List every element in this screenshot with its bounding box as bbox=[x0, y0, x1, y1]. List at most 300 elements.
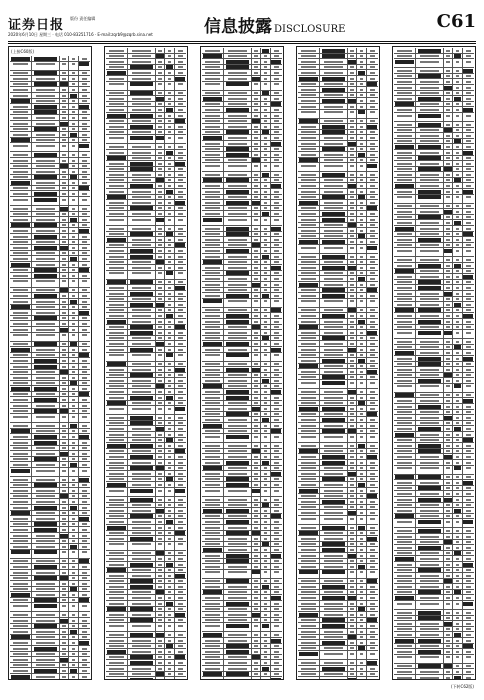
table-cell bbox=[357, 308, 367, 313]
cell-text-line bbox=[350, 191, 353, 193]
table-cell bbox=[32, 279, 59, 287]
cell-text-line bbox=[370, 512, 375, 514]
cell-text-line bbox=[360, 256, 363, 258]
table-cell bbox=[10, 99, 32, 104]
cell-text-line bbox=[324, 179, 342, 181]
table-cell bbox=[165, 226, 175, 231]
cell-text-line bbox=[254, 391, 257, 393]
table-cell bbox=[156, 378, 166, 383]
table-cell bbox=[252, 508, 262, 513]
cell-text-line bbox=[205, 462, 220, 464]
cell-text-line bbox=[13, 275, 28, 277]
cell-text-line bbox=[252, 368, 260, 372]
cell-text-line bbox=[82, 430, 87, 432]
cell-text-line bbox=[301, 619, 316, 621]
cell-text-line bbox=[109, 244, 124, 246]
cell-text-line bbox=[274, 614, 279, 616]
cell-text-line bbox=[254, 673, 257, 675]
table-cell bbox=[348, 271, 358, 276]
cell-text-line bbox=[79, 144, 89, 148]
table-cell bbox=[175, 206, 186, 211]
cell-text-line bbox=[178, 603, 183, 605]
cell-text-line bbox=[205, 515, 220, 517]
table-cell bbox=[348, 488, 358, 493]
table-cell bbox=[224, 54, 251, 59]
cell-text-line bbox=[264, 143, 267, 145]
cell-text-line bbox=[205, 354, 220, 356]
table-cell bbox=[252, 514, 262, 519]
table-row bbox=[202, 217, 282, 226]
cell-text-line bbox=[109, 83, 124, 85]
cell-text-line bbox=[322, 195, 345, 199]
cell-text-line bbox=[109, 467, 124, 469]
table-cell bbox=[224, 672, 251, 677]
cell-text-line bbox=[274, 625, 279, 627]
table-cell bbox=[79, 299, 90, 304]
table-cell bbox=[156, 556, 166, 561]
table-cell bbox=[298, 531, 320, 536]
table-cell bbox=[202, 595, 224, 600]
table-cell bbox=[252, 542, 262, 547]
cell-text-line bbox=[36, 393, 54, 395]
table-cell bbox=[271, 308, 282, 313]
cell-text-line bbox=[36, 501, 54, 503]
cell-text-line bbox=[109, 662, 124, 664]
table-cell bbox=[10, 56, 32, 61]
table-cell bbox=[32, 268, 59, 273]
table-cell bbox=[32, 251, 59, 256]
cell-text-line bbox=[72, 399, 75, 401]
table-cell bbox=[224, 206, 251, 211]
cell-text-line bbox=[274, 532, 279, 534]
cell-text-line bbox=[350, 354, 353, 356]
cell-text-line bbox=[109, 354, 124, 356]
table-cell bbox=[271, 217, 282, 225]
cell-text-line bbox=[178, 250, 183, 252]
table-cell bbox=[224, 336, 251, 341]
cell-text-line bbox=[360, 467, 363, 469]
table-cell bbox=[252, 434, 262, 442]
table-cell bbox=[165, 167, 175, 172]
cell-text-line bbox=[264, 244, 267, 246]
table-cell bbox=[60, 293, 70, 298]
cell-text-line bbox=[79, 392, 89, 396]
cell-text-line bbox=[158, 83, 161, 85]
table-cell bbox=[165, 573, 175, 578]
table-cell bbox=[357, 347, 367, 352]
table-cell bbox=[367, 510, 378, 515]
cell-text-line bbox=[264, 326, 267, 328]
table-cell bbox=[156, 54, 166, 59]
cell-text-line bbox=[82, 470, 87, 472]
table-cell bbox=[156, 260, 166, 265]
cell-text-line bbox=[271, 429, 281, 433]
table-cell bbox=[156, 477, 166, 482]
table-cell bbox=[202, 559, 224, 564]
cell-text-line bbox=[72, 540, 75, 542]
table-cell bbox=[298, 93, 320, 98]
cell-text-line bbox=[301, 50, 316, 52]
table-cell bbox=[202, 200, 224, 205]
cell-text-line bbox=[60, 122, 68, 126]
table-cell bbox=[128, 260, 155, 265]
cell-text-line bbox=[158, 157, 161, 159]
cell-text-line bbox=[70, 463, 78, 467]
table-cell bbox=[10, 132, 32, 137]
table-cell bbox=[453, 68, 463, 73]
table-cell bbox=[298, 119, 320, 124]
table-cell bbox=[106, 488, 128, 496]
table-cell bbox=[175, 124, 186, 129]
cell-text-line bbox=[350, 315, 353, 317]
cell-text-line bbox=[34, 223, 57, 227]
table-cell bbox=[394, 79, 416, 84]
table-cell bbox=[271, 618, 282, 623]
table-cell bbox=[367, 347, 378, 352]
cell-text-line bbox=[109, 61, 124, 63]
table-cell bbox=[32, 234, 59, 239]
cell-text-line bbox=[301, 555, 316, 557]
cell-text-line bbox=[262, 379, 270, 383]
cell-text-line bbox=[322, 266, 345, 270]
table-cell bbox=[357, 200, 367, 205]
table-cell bbox=[10, 273, 32, 278]
cell-text-line bbox=[168, 634, 171, 636]
table-cell bbox=[271, 96, 282, 101]
cell-text-line bbox=[322, 641, 345, 645]
table-cell bbox=[69, 516, 79, 521]
table-cell bbox=[357, 389, 367, 394]
cell-text-line bbox=[60, 576, 68, 580]
cell-text-line bbox=[178, 591, 183, 593]
table-cell bbox=[348, 389, 358, 394]
table-cell bbox=[32, 559, 59, 564]
cell-text-line bbox=[158, 152, 161, 154]
cell-text-line bbox=[82, 323, 87, 325]
table-cell bbox=[298, 640, 320, 645]
table-cell bbox=[10, 488, 32, 493]
table-cell bbox=[106, 178, 128, 183]
table-cell bbox=[69, 409, 79, 414]
table-cell bbox=[320, 308, 347, 313]
table-row bbox=[202, 434, 282, 443]
table-cell bbox=[320, 477, 347, 482]
table-cell bbox=[444, 74, 454, 79]
cell-text-line bbox=[70, 218, 78, 222]
cell-text-line bbox=[178, 668, 183, 670]
table-cell bbox=[348, 449, 358, 454]
cell-text-line bbox=[264, 450, 267, 452]
table-cell bbox=[10, 110, 32, 115]
table-cell bbox=[367, 130, 378, 135]
table-cell bbox=[271, 367, 282, 372]
table-cell bbox=[165, 660, 175, 665]
cell-text-line bbox=[82, 329, 87, 331]
cell-text-line bbox=[82, 425, 87, 427]
table-cell bbox=[271, 466, 282, 471]
table-cell bbox=[128, 519, 155, 524]
cell-text-line bbox=[168, 619, 171, 621]
cell-text-line bbox=[350, 174, 353, 176]
cell-text-line bbox=[132, 668, 150, 670]
cell-text-line bbox=[367, 661, 377, 665]
table-cell bbox=[357, 276, 367, 281]
table-cell bbox=[320, 406, 347, 411]
table-cell bbox=[357, 341, 367, 346]
table-cell bbox=[271, 584, 282, 589]
cell-text-line bbox=[205, 207, 220, 209]
table-cell bbox=[224, 497, 251, 502]
table-cell bbox=[416, 48, 443, 53]
cell-text-line bbox=[322, 77, 345, 81]
cell-text-line bbox=[178, 137, 183, 139]
table-cell bbox=[298, 245, 320, 253]
table-cell bbox=[357, 98, 367, 103]
table-cell bbox=[271, 434, 282, 442]
cell-text-line bbox=[36, 289, 54, 291]
table-cell bbox=[261, 595, 271, 600]
table-cell bbox=[69, 138, 79, 143]
cell-text-line bbox=[168, 120, 171, 122]
table-row bbox=[10, 603, 90, 612]
table-cell bbox=[165, 395, 175, 400]
table-cell bbox=[32, 451, 59, 456]
table-cell bbox=[69, 71, 79, 76]
cell-text-line bbox=[82, 572, 87, 574]
cell-text-line bbox=[168, 228, 171, 230]
cell-text-line bbox=[72, 111, 75, 113]
cell-text-line bbox=[324, 72, 342, 74]
cell-text-line bbox=[13, 583, 28, 585]
table-cell bbox=[10, 206, 32, 211]
table-cell bbox=[69, 186, 79, 191]
table-cell bbox=[261, 282, 271, 287]
table-cell bbox=[10, 127, 32, 132]
cell-text-line bbox=[158, 267, 161, 269]
cell-text-line bbox=[13, 560, 28, 562]
table-cell bbox=[224, 96, 251, 101]
cell-text-line bbox=[72, 58, 75, 60]
cell-text-line bbox=[178, 50, 183, 52]
table-cell bbox=[298, 542, 320, 547]
cell-text-line bbox=[62, 625, 65, 627]
cell-text-line bbox=[350, 235, 353, 237]
table-cell bbox=[69, 511, 79, 516]
table-cell bbox=[69, 143, 79, 151]
cell-text-line bbox=[301, 673, 316, 675]
cell-text-line bbox=[72, 182, 75, 184]
table-cell bbox=[69, 423, 79, 428]
table-cell bbox=[348, 82, 358, 87]
table-cell bbox=[202, 141, 224, 146]
table-cell bbox=[357, 677, 367, 680]
table-cell bbox=[261, 308, 271, 313]
cell-text-line bbox=[168, 385, 171, 387]
table-cell bbox=[69, 544, 79, 549]
cell-text-line bbox=[350, 131, 353, 133]
cell-text-line bbox=[70, 630, 78, 634]
table-cell bbox=[357, 172, 367, 177]
cell-text-line bbox=[36, 241, 54, 243]
cell-text-line bbox=[166, 314, 174, 318]
table-cell bbox=[69, 87, 79, 92]
table-cell bbox=[320, 369, 347, 374]
table-cell bbox=[261, 91, 271, 96]
table-cell bbox=[106, 460, 128, 465]
cell-text-line bbox=[109, 586, 124, 588]
table-cell bbox=[69, 386, 79, 391]
cell-text-line bbox=[13, 371, 28, 373]
table-cell bbox=[202, 553, 224, 558]
cell-text-line bbox=[324, 191, 342, 193]
table-cell bbox=[202, 623, 224, 631]
cell-text-line bbox=[264, 679, 267, 680]
table-cell bbox=[271, 347, 282, 352]
cell-text-line bbox=[350, 120, 353, 122]
table-cell bbox=[79, 483, 90, 488]
cell-text-line bbox=[62, 405, 65, 407]
table-cell bbox=[10, 245, 32, 250]
cell-text-line bbox=[168, 434, 171, 436]
table-row bbox=[10, 197, 90, 206]
table-cell bbox=[175, 384, 186, 389]
cell-text-line bbox=[178, 558, 183, 560]
table-cell bbox=[261, 232, 271, 237]
cell-text-line bbox=[324, 300, 342, 302]
table-cell bbox=[224, 76, 251, 81]
table-cell bbox=[106, 384, 128, 389]
cell-text-line bbox=[79, 559, 89, 563]
cell-text-line bbox=[264, 515, 267, 517]
cell-text-line bbox=[178, 92, 183, 94]
cell-text-line bbox=[158, 174, 161, 176]
table-cell bbox=[156, 102, 166, 107]
cell-text-line bbox=[166, 65, 174, 69]
cell-text-line bbox=[34, 365, 57, 369]
cell-text-line bbox=[360, 267, 363, 269]
cell-text-line bbox=[228, 363, 246, 365]
table-cell bbox=[367, 211, 378, 216]
table-cell bbox=[175, 172, 186, 177]
cell-text-line bbox=[82, 388, 87, 390]
cell-text-line bbox=[11, 57, 30, 61]
cell-text-line bbox=[205, 213, 220, 215]
table-cell bbox=[261, 384, 271, 389]
table-cell bbox=[202, 91, 224, 96]
table-cell bbox=[348, 590, 358, 595]
cell-text-line bbox=[324, 66, 342, 68]
cell-text-line bbox=[205, 120, 220, 122]
cell-text-line bbox=[62, 213, 65, 215]
cell-text-line bbox=[205, 196, 220, 198]
table-cell bbox=[252, 497, 262, 502]
table-row bbox=[106, 271, 186, 280]
cell-text-line bbox=[299, 407, 318, 411]
cell-text-line bbox=[36, 631, 54, 633]
table-cell bbox=[453, 48, 463, 53]
cell-text-line bbox=[252, 119, 260, 123]
cell-text-line bbox=[274, 191, 279, 193]
cell-text-line bbox=[301, 154, 316, 156]
table-cell bbox=[60, 342, 70, 347]
cell-text-line bbox=[370, 462, 375, 464]
table-cell bbox=[298, 87, 320, 92]
cell-text-line bbox=[252, 243, 260, 247]
table-cell bbox=[128, 466, 155, 471]
table-cell bbox=[357, 612, 367, 617]
cell-text-line bbox=[36, 208, 54, 210]
cell-text-line bbox=[299, 449, 318, 453]
table-cell bbox=[271, 514, 282, 519]
cell-text-line bbox=[132, 298, 150, 300]
cell-text-line bbox=[62, 436, 65, 438]
cell-text-line bbox=[324, 154, 342, 156]
cell-text-line bbox=[348, 99, 356, 103]
table-cell bbox=[367, 364, 378, 369]
cell-text-line bbox=[62, 128, 65, 130]
cell-text-line bbox=[350, 662, 353, 664]
table-row bbox=[202, 163, 282, 172]
cell-text-line bbox=[301, 224, 316, 226]
table-cell bbox=[271, 477, 282, 482]
table-cell bbox=[261, 336, 271, 341]
table-cell bbox=[32, 333, 59, 341]
cell-text-line bbox=[82, 566, 87, 568]
cell-text-line bbox=[301, 174, 316, 176]
table-cell bbox=[320, 183, 347, 188]
cell-text-line bbox=[228, 256, 246, 258]
table-cell bbox=[106, 347, 128, 352]
table-cell bbox=[32, 206, 59, 211]
table-cell bbox=[320, 460, 347, 465]
table-cell bbox=[202, 183, 224, 188]
cell-text-line bbox=[109, 510, 124, 512]
table-cell bbox=[367, 288, 378, 293]
table-cell bbox=[252, 54, 262, 59]
cell-text-line bbox=[13, 128, 28, 130]
cell-text-line bbox=[130, 498, 153, 502]
cell-text-line bbox=[360, 560, 363, 562]
table-cell bbox=[271, 547, 282, 552]
table-cell bbox=[357, 429, 367, 434]
cell-text-line bbox=[158, 417, 161, 419]
table-cell bbox=[79, 353, 90, 358]
table-cell bbox=[224, 488, 251, 496]
cell-text-line bbox=[324, 83, 342, 85]
cell-text-line bbox=[324, 61, 342, 63]
cell-text-line bbox=[34, 268, 57, 272]
table-cell bbox=[261, 579, 271, 584]
cell-text-line bbox=[36, 334, 54, 336]
cell-text-line bbox=[350, 159, 353, 161]
table-cell bbox=[69, 256, 79, 261]
cell-text-line bbox=[264, 456, 267, 458]
cell-text-line bbox=[350, 332, 353, 334]
cell-text-line bbox=[158, 402, 161, 404]
cell-text-line bbox=[36, 447, 54, 449]
table-cell bbox=[224, 519, 251, 524]
table-cell bbox=[202, 130, 224, 135]
table-cell bbox=[357, 369, 367, 374]
cell-text-line bbox=[168, 380, 171, 382]
table-cell bbox=[357, 536, 367, 541]
table-row bbox=[106, 353, 186, 362]
cell-text-line bbox=[360, 241, 363, 243]
table-cell bbox=[69, 592, 79, 597]
table-cell bbox=[128, 302, 155, 307]
table-cell bbox=[128, 237, 155, 242]
cell-text-line bbox=[178, 634, 183, 636]
